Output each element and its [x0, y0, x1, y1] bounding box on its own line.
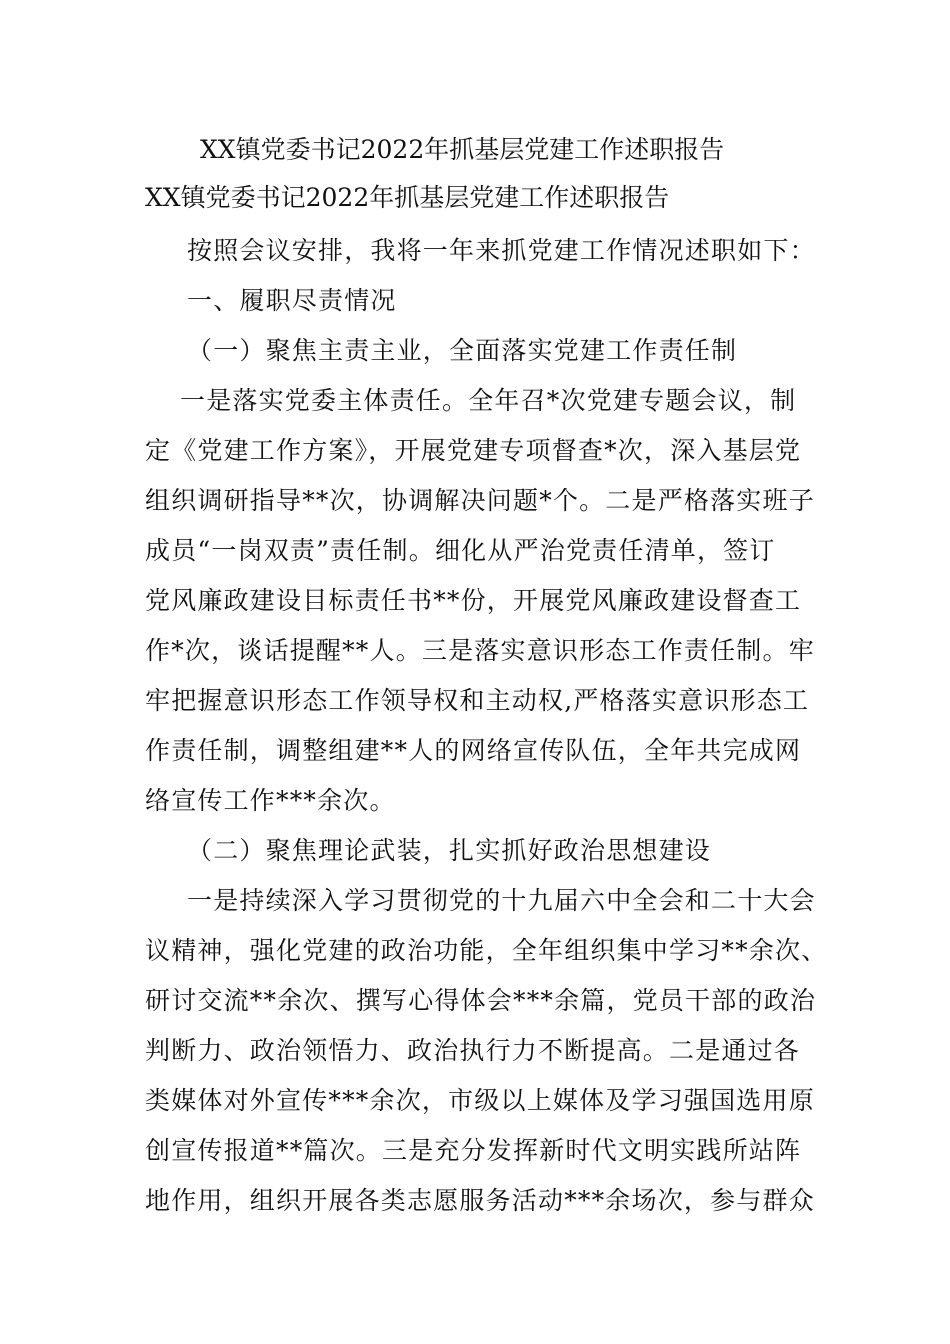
paragraph-1-line: 定《党建工作方案》，开展党建专项督查*次，深入基层党 [145, 436, 802, 465]
paragraph-2-line: 议精神，强化党建的政治功能，全年组织集中学习**余次、 [145, 936, 828, 965]
paragraph-1-line: 作责任制，调整组建**人的网络宣传队伍，全年共完成网 [145, 736, 802, 765]
paragraph-1-line: 一是落实党委主体责任。全年召*次党建专题会议，制 [180, 386, 797, 415]
document-title: XX镇党委书记2022年抓基层党建工作述职报告 [200, 135, 725, 164]
paragraph-1-line: 成员“一岗双责”责任制。细化从严治党责任清单，签订 [145, 536, 776, 565]
subsection-heading-1: （一）聚焦主责主业，全面落实党建工作责任制 [187, 336, 738, 365]
paragraph-2-line: 地作用，组织开展各类志愿服务活动***余场次，参与群众 [145, 1186, 815, 1215]
paragraph-2-line: 一是持续深入学习贯彻党的十九届六中全会和二十大会 [187, 886, 816, 915]
section-heading-1: 一、履职尽责情况 [187, 286, 397, 315]
paragraph-1-line: 络宣传工作***余次。 [145, 786, 396, 815]
paragraph-2-line: 判断力、政治领悟力、政治执行力不断提高。二是通过各 [145, 1036, 801, 1065]
paragraph-1-line: 牢把握意识形态工作领导权和主动权,严格落实意识形态工 [145, 686, 810, 715]
paragraph-1-line: 作*次，谈话提醒**人。三是落实意识形态工作责任制。牢 [145, 636, 815, 665]
document-subtitle: XX镇党委书记2022年抓基层党建工作述职报告 [145, 183, 670, 212]
subsection-heading-2: （二）聚焦理论武装，扎实抓好政治思想建设 [187, 836, 712, 865]
paragraph-2-line: 类媒体对外宣传***余次，市级以上媒体及学习强国选用原 [145, 1086, 815, 1115]
paragraph-2-line: 研讨交流**余次、撰写心得体会***余篇，党员干部的政治 [145, 986, 817, 1015]
intro-line: 按照会议安排，我将一年来抓党建工作情况述职如下： [187, 236, 816, 265]
paragraph-1-line: 党风廉政建设目标责任书**份，开展党风廉政建设督查工 [145, 586, 802, 615]
paragraph-2-line: 创宣传报道**篇次。三是充分发挥新时代文明实践所站阵 [145, 1136, 802, 1165]
paragraph-1-line: 组织调研指导**次，协调解决问题*个。二是严格落实班子 [145, 486, 815, 515]
